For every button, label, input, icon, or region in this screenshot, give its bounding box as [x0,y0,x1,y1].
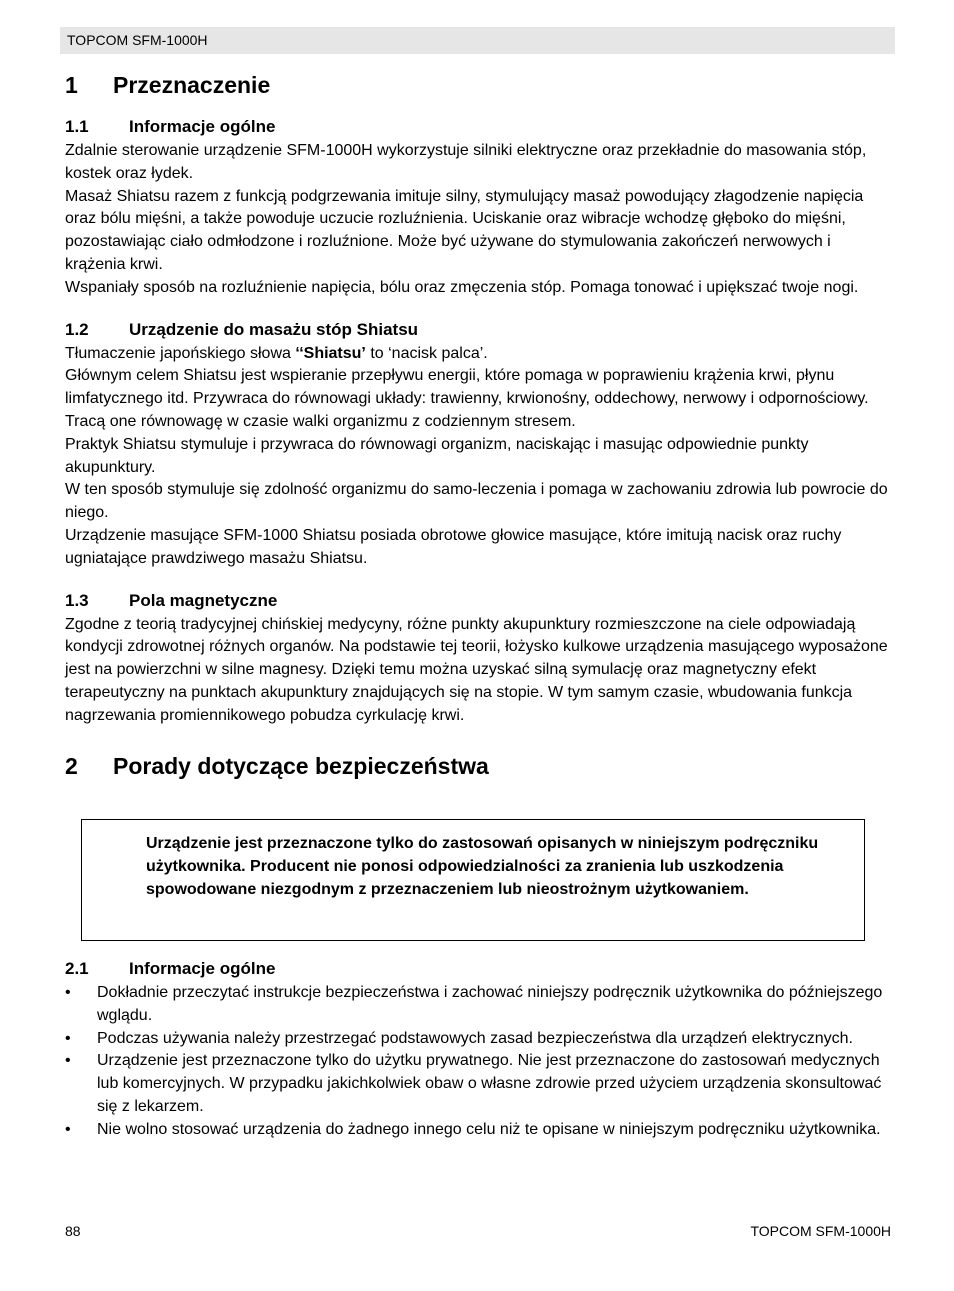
section-1-1-paragraph-3: Wspaniały sposób na rozluźnienie napięcia, bólu oraz zmęczenia stóp. Pomaga tonować i upiększać twoje nogi. [65,278,859,296]
page-number: 88 [65,1223,81,1239]
safety-warning-box [81,819,865,941]
section-2-1 [65,958,893,1142]
section-1-1-heading [65,116,893,138]
section-2-1-heading [65,958,893,980]
list-item-text: Podczas używania należy przestrzegać podstawowych zasad bezpieczeństwa dla urządzeń elektrycznych. [97,1029,853,1047]
chapter-2-heading [65,751,893,781]
section-1-2-paragraph-2: Głównym celem Shiatsu jest wspieranie przepływu energii, które pomaga w poprawieniu krążenia krwi, płynu limfatycznego itd. Przywraca do równowagi układy: trawienny, krwionośny, oddechowy, nerwowy i odpornościowy. Tracą one równowagę w czasie walki organizmu z codziennym stresem. [65,367,869,430]
section-1-2-paragraph-4: W ten sposób stymuluje się zdolność organizmu do samo-leczenia i pomaga w zachowaniu zdrowia lub powrocie do niego. [65,481,888,522]
shiatsu-intro-text: Tłumaczenie japońskiego słowa [65,344,296,362]
bullet-icon: • [65,984,71,1001]
list-item-text: Nie wolno stosować urządzenia do żadnego innego celu niż te opisane w niniejszym podręczniku użytkownika. [97,1120,881,1138]
section-1-3-paragraph-1: Zgodne z teorią tradycyjnej chińskiej medycyny, różne punkty akupunktury rozmieszczone na ciele odpowiadają kondycji zdrowotnej różnych organów. Na podstawie tej teorii, łożysko kulkowe urządzenia masującego wyposażone jest na powierzchni w silne magnesy. Dzięki temu można uzyskać silną symulację oraz magnetyczny efekt terapeutyczny na punktach akupunktury znajdujących się na stopie. W tym samym czasie, wbudowania funkcja nagrzewania promiennikowego pobudza cyrkulację krwi. [65,615,888,724]
chapter-1-title: Przeznaczenie [113,72,271,98]
list-item-text: Dokładnie przeczytać instrukcje bezpieczeństwa i zachować niniejszy podręcznik użytkownika do późniejszego wglądu. [97,984,883,1024]
list-item [65,1050,893,1118]
chapter-2-number: 2 [65,752,78,779]
section-1-2-paragraph-3: Praktyk Shiatsu stymuluje i przywraca do równowagi organizm, naciskając i masując odpowiednie punkty akupunktury. [65,435,809,476]
header-product: TOPCOM SFM-1000H [67,32,208,48]
footer-product: TOPCOM SFM-1000H [750,1223,891,1239]
safety-bullet-list [65,982,893,1142]
bullet-icon: • [65,1120,71,1138]
section-1-1-title: Informacje ogólne [129,117,276,136]
section-1-2-title: Urządzenie do masażu stóp Shiatsu [129,319,419,339]
section-1-3-number: 1.3 [65,590,89,610]
list-item [65,982,893,1028]
running-header [60,27,895,54]
list-item [65,1028,893,1051]
chapter-2-title: Porady dotyczące bezpieczeństwa [113,752,489,779]
bullet-icon: • [65,1052,71,1070]
page-content [65,70,893,781]
section-1-2-paragraph-5: Urządzenie masujące SFM-1000 Shiatsu posiada obrotowe głowice masujące, które imitują nacisk oraz ruchy ugniatające prawdziwego masażu Shiatsu. [65,526,842,567]
section-1-1-paragraph-1: Zdalnie sterowanie urządzenie SFM-1000H wykorzystuje silniki elektryczne oraz przekładnie do masowania stóp, kostek oraz łydek. [65,142,867,182]
section-1-2-paragraph-1 [65,343,893,366]
list-item-text: Urządzenie jest przeznaczone tylko do użytku prywatnego. Nie jest przeznaczone do zastosowań medycznych lub komercyjnych. W przypadku jakichkolwiek obaw o własne zdrowie przed użyciem urządzenia skonsultować się z lekarzem. [97,1052,882,1115]
section-1-1-paragraph-2: Masaż Shiatsu razem z funkcją podgrzewania imituje silny, stymulujący masaż powodujący złagodzenie napięcia oraz bólu mięśni, a także powoduje uczucie rozluźnienia. Uciskanie oraz wibracje wchodzę głęboko do mięśni, pozostawiając ciało odmłodzone i rozluźnione. Może być używane do stymulowania zakończeń nerwowych i krążenia krwi. [65,187,864,273]
section-1-2-number: 1.2 [65,319,89,339]
bullet-icon: • [65,1029,71,1047]
section-2-1-number: 2.1 [65,959,89,978]
list-item [65,1119,893,1142]
shiatsu-meaning-text: to ‘nacisk palca’. [365,344,488,362]
chapter-1-number: 1 [65,72,78,98]
chapter-1-heading [65,70,893,100]
shiatsu-word: ‘‘Shiatsu’ [295,344,366,362]
section-1-3-title: Pola magnetyczne [129,590,278,610]
section-1-3-heading [65,590,893,612]
safety-warning-text: Urządzenie jest przeznaczone tylko do zastosowań opisanych w niniejszym podręczniku użytkownika. Producent nie ponosi odpowiedzialności za zranienia lub uszkodzenia spowodowane niezgodnym z przeznaczeniem lub nieostrożnym użytkowaniem. [146,835,819,898]
section-1-1-number: 1.1 [65,117,89,136]
section-1-2-heading [65,319,893,341]
section-2-1-title: Informacje ogólne [129,959,276,978]
